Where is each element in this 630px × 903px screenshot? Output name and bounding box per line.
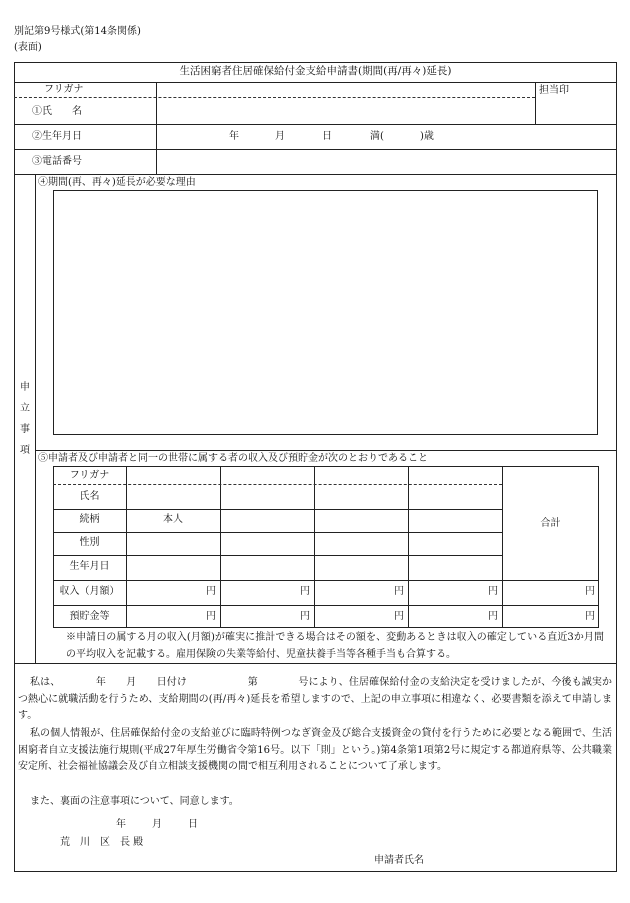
income-row-name: 氏名 bbox=[79, 491, 100, 502]
yen-savings-3: 円 bbox=[394, 611, 404, 622]
birthdate-label: ②生年月日 bbox=[32, 131, 82, 142]
phone-field[interactable] bbox=[157, 150, 616, 173]
birth-day-unit: 日 bbox=[322, 131, 332, 142]
income-row-relation: 続柄 bbox=[79, 514, 100, 525]
section-char-3: 事 bbox=[20, 424, 30, 435]
reason-label: ④期間(再、再々)延長が必要な理由 bbox=[38, 177, 196, 188]
age-close: )歳 bbox=[420, 131, 434, 142]
relation-self: 本人 bbox=[163, 514, 183, 525]
income-row-savings: 預貯金等 bbox=[69, 611, 110, 622]
yen-income-3: 円 bbox=[394, 586, 404, 597]
phone-label: ③電話番号 bbox=[32, 156, 82, 167]
income-table bbox=[53, 466, 599, 628]
yen-income-total: 円 bbox=[585, 586, 595, 597]
birth-month-unit: 月 bbox=[275, 131, 285, 142]
yen-savings-4: 円 bbox=[488, 611, 498, 622]
age-open: 満( bbox=[370, 131, 384, 142]
declaration-paragraph-2: 私の個人情報が、住居確保給付金の支給並びに臨時特例つなぎ資金及び総合支援資金の貸付を行うために必要となる範囲で、生活困窮者自立支援法施行規則(平成27年厚生労働省令第16号。以下「則」という。)第4条第1項第2号に規定する都道府県等、公共職業安定所、社会福祉協議会及び自立相談支援機関の間で相互利用されることについて了承します。 bbox=[18, 728, 612, 772]
income-row-birth: 生年月日 bbox=[69, 561, 110, 572]
yen-income-2: 円 bbox=[300, 586, 310, 597]
section-char-4: 項 bbox=[20, 445, 30, 456]
name-field[interactable] bbox=[157, 98, 534, 123]
yen-income-1: 円 bbox=[206, 586, 216, 597]
birth-year-unit: 年 bbox=[229, 131, 239, 142]
name-label: ①氏 名 bbox=[32, 106, 82, 117]
total-label: 合計 bbox=[540, 518, 561, 529]
income-label: ⑤申請者及び申請者と同一の世帯に属する者の収入及び預貯金が次のとおりであること bbox=[38, 453, 428, 464]
reason-textbox[interactable] bbox=[53, 190, 598, 435]
sign-year-unit: 年 bbox=[116, 819, 126, 830]
income-row-income: 収入（月額） bbox=[59, 586, 120, 597]
sign-day-unit: 日 bbox=[188, 819, 198, 830]
yen-savings-total: 円 bbox=[585, 611, 595, 622]
applicant-signature-label: 申請者氏名 bbox=[374, 855, 424, 866]
form-title: 生活困窮者住居確保給付金支給申請書(期間(再/再々)延長) bbox=[179, 65, 452, 77]
sign-month-unit: 月 bbox=[152, 819, 162, 830]
yen-savings-2: 円 bbox=[300, 611, 310, 622]
income-note: ※申請日の属する月の収入(月額)が確実に推計できる場合はその額を、変動あるときは収入の確定している直近3か月間の平均収入を記載する。雇用保険の失業等給付、児童扶養手当等各種手当も合算する。 bbox=[66, 632, 604, 660]
form-number: 別記第9号様式(第14条関係) bbox=[14, 26, 141, 37]
section-char-1: 申 bbox=[20, 382, 30, 393]
addressee: 荒 川 区 長 殿 bbox=[60, 837, 144, 848]
declaration-paragraph-3: また、裏面の注意事項について、同意します。 bbox=[30, 796, 239, 807]
section-char-2: 立 bbox=[20, 403, 30, 414]
stamp-label: 担当印 bbox=[539, 85, 569, 96]
yen-income-4: 円 bbox=[488, 586, 498, 597]
furigana-label: フリガナ bbox=[44, 84, 84, 95]
yen-savings-1: 円 bbox=[206, 611, 216, 622]
declaration-paragraph-1: 私は、 年 月 日付け 第 号により、住居確保給付金の支給決定を受けましたが、今後も誠実かつ熱心に就職活動を行うため、支給期間の(再/再々)延長を希望しますので、上記の申立事項に相違なく、必要書類を添えて申請します。 bbox=[18, 677, 612, 721]
income-row-gender: 性別 bbox=[79, 537, 100, 548]
form-side-label: (表面) bbox=[14, 42, 42, 53]
income-row-furigana: フリガナ bbox=[69, 470, 110, 481]
